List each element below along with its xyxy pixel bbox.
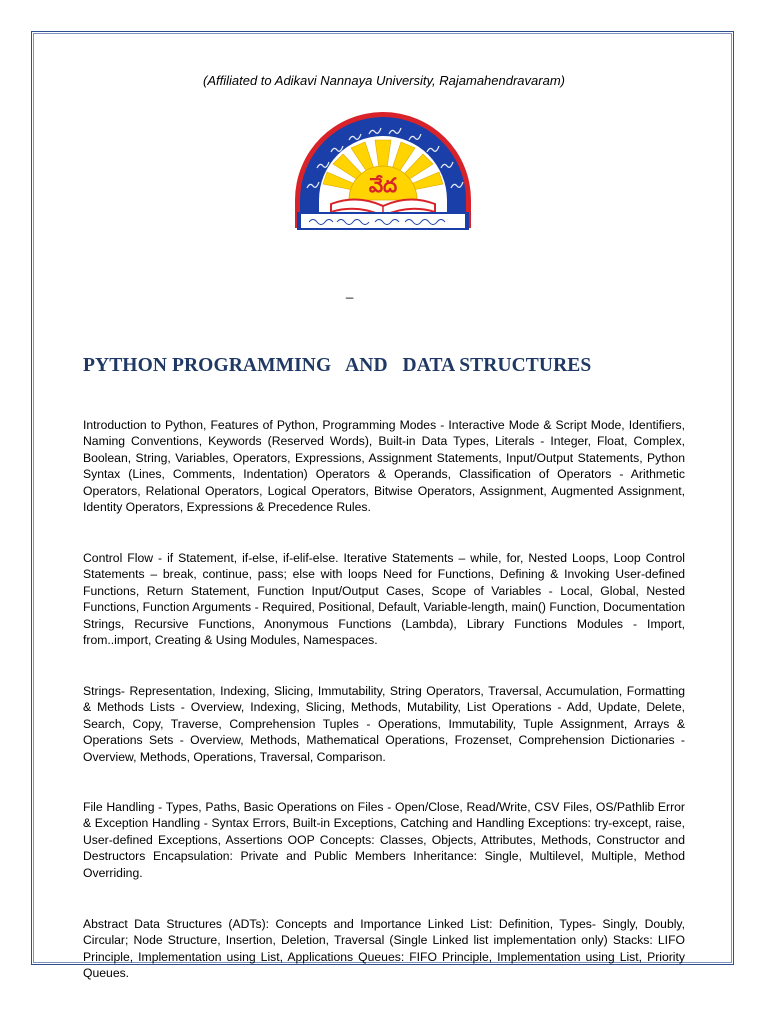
separator-dash: _ — [346, 284, 354, 299]
syllabus-paragraph-1: Introduction to Python, Features of Python, Programming Modes - Interactive Mode & Script Mode, Identifiers, Naming Conventions, Keywords (Reserved Words), Built-in Data Types, Literals - Integer, Float, Complex, Boolean, String, Variables, Operators, Expressions, Assignment Statements, Input/Output Statements, Python Syntax (Lines, Comments, Indentation) Operators & Operands, Classification of Operators - Arithmetic Operators, Relational Operators, Logical Operators, Bitwise Operators, Assignment, Augmented Assignment, Identity Operators, Expressions & Precedence Rules. — [83, 418, 685, 515]
syllabus-paragraph-4: File Handling - Types, Paths, Basic Operations on Files - Open/Close, Read/Write, CSV Files, OS/Pathlib Error & Exception Handling - Syntax Errors, Built-in Exceptions, Catching and Handling Exceptions: try-except, raise, User-defined Exceptions, Assertions OOP Concepts: Classes, Objects, Attributes, Methods, Constructor and Destructors Encapsulation: Private and Public Members Inheritance: Single, Multilevel, Multiple, Method Overriding. — [83, 800, 685, 880]
affiliation-text: (Affiliated to Adikavi Nannaya University, Rajamahendravaram) — [203, 73, 565, 88]
page-title: PYTHON PROGRAMMING AND DATA STRUCTURES — [83, 355, 592, 376]
syllabus-paragraph-3: Strings- Representation, Indexing, Slicing, Immutability, String Operators, Traversal, Accumulation, Formatting & Methods Lists - Overview, Indexing, Slicing, Methods, Mutability, List Operations - Add, Update, Delete, Search, Copy, Traverse, Comprehension Tuples - Operations, Immutability, Tuple Assignment, Arrays & Operations Sets - Overview, Methods, Mathematical Operations, Frozenset, Comprehension Dictionaries - Overview, Methods, Operations, Traversal, Comparison. — [83, 684, 685, 764]
syllabus-paragraph-2: Control Flow - if Statement, if-else, if-elif-else. Iterative Statements – while, for, Nested Loops, Loop Control Statements – break, continue, pass; else with loops Need for Functions, Defining & Invoking User-defined Functions, Return Statement, Function Input/Output Cases, Scope of Variables - Local, Global, Nested Functions, Function Arguments - Required, Positional, Default, Variable-length, main() Function, Documentation Strings, Recursive Functions, Anonymous Functions (Lambda), Library Functions Modules - Import, from..import, Creating & Using Modules, Namespaces. — [83, 551, 685, 648]
college-logo — [291, 108, 475, 234]
syllabus-paragraph-5: Abstract Data Structures (ADTs): Concepts and Importance Linked List: Definition, Types- Singly, Doubly, Circular; Node Structure, Insertion, Deletion, Traversal (Single Linked list implementation only) Stacks: LIFO Principle, Implementation using List, Applications Queues: FIFO Principle, Implementation using List, Priority Queues. — [83, 917, 685, 981]
veda-emblem-icon — [291, 108, 475, 234]
logo-script-text: వేద — [368, 173, 398, 197]
